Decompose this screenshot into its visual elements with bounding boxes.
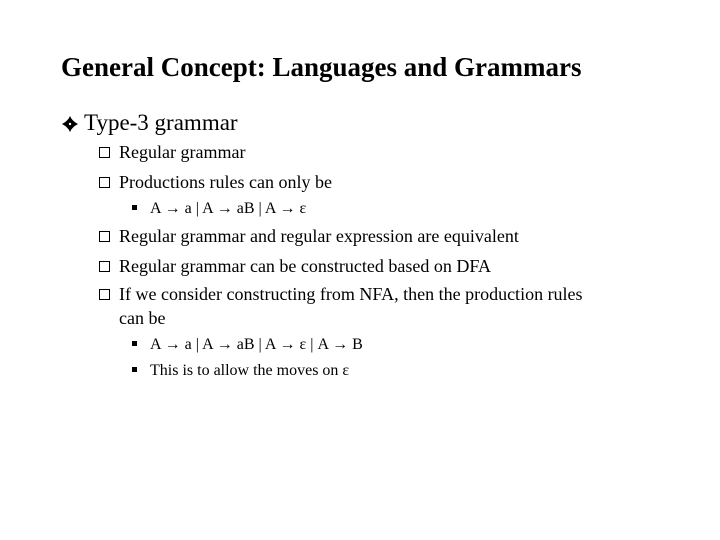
bullet-regular-expression-equivalent xyxy=(99,226,519,247)
sub-bullet-text: This is to allow the moves on ε xyxy=(150,362,350,379)
level1-bullet-row xyxy=(62,110,238,136)
filled-square-bullet-icon xyxy=(132,336,150,354)
bullet-constructed-from-dfa xyxy=(99,256,491,277)
sub-bullet-epsilon-moves xyxy=(132,362,349,380)
bullet-text: Regular grammar can be constructed based on DFA xyxy=(119,256,492,276)
bullet-productions-rules xyxy=(99,172,332,193)
bullet-text: Regular grammar and regular expression are equivalent xyxy=(119,226,519,246)
sub-bullet-nfa-production-form xyxy=(132,336,363,354)
slide-title: General Concept: Languages and Grammars xyxy=(61,52,582,82)
hollow-square-bullet-icon xyxy=(99,256,119,277)
hollow-square-bullet-icon xyxy=(99,142,119,163)
hollow-square-bullet-icon xyxy=(99,284,119,305)
bullet-regular-grammar xyxy=(99,142,245,163)
bullet-text-continuation: can be xyxy=(119,308,166,328)
bullet-text: Regular grammar xyxy=(119,142,246,162)
hollow-square-bullet-icon xyxy=(99,172,119,193)
filled-square-bullet-icon xyxy=(132,362,150,380)
bullet-text: If we consider constructing from NFA, then the production rules xyxy=(119,284,583,304)
diamond-clover-bullet-icon xyxy=(62,110,84,136)
bullet-constructing-from-nfa xyxy=(99,284,583,328)
hollow-square-bullet-icon xyxy=(99,226,119,247)
sub-bullet-text: A → a | A → aB | A → ε | A → B xyxy=(150,336,363,353)
sub-bullet-production-form xyxy=(132,200,306,218)
level1-bullet-text: Type-3 grammar xyxy=(84,110,238,135)
bullet-text: Productions rules can only be xyxy=(119,172,332,192)
filled-square-bullet-icon xyxy=(132,200,150,218)
sub-bullet-text: A → a | A → aB | A → ε xyxy=(150,200,307,217)
